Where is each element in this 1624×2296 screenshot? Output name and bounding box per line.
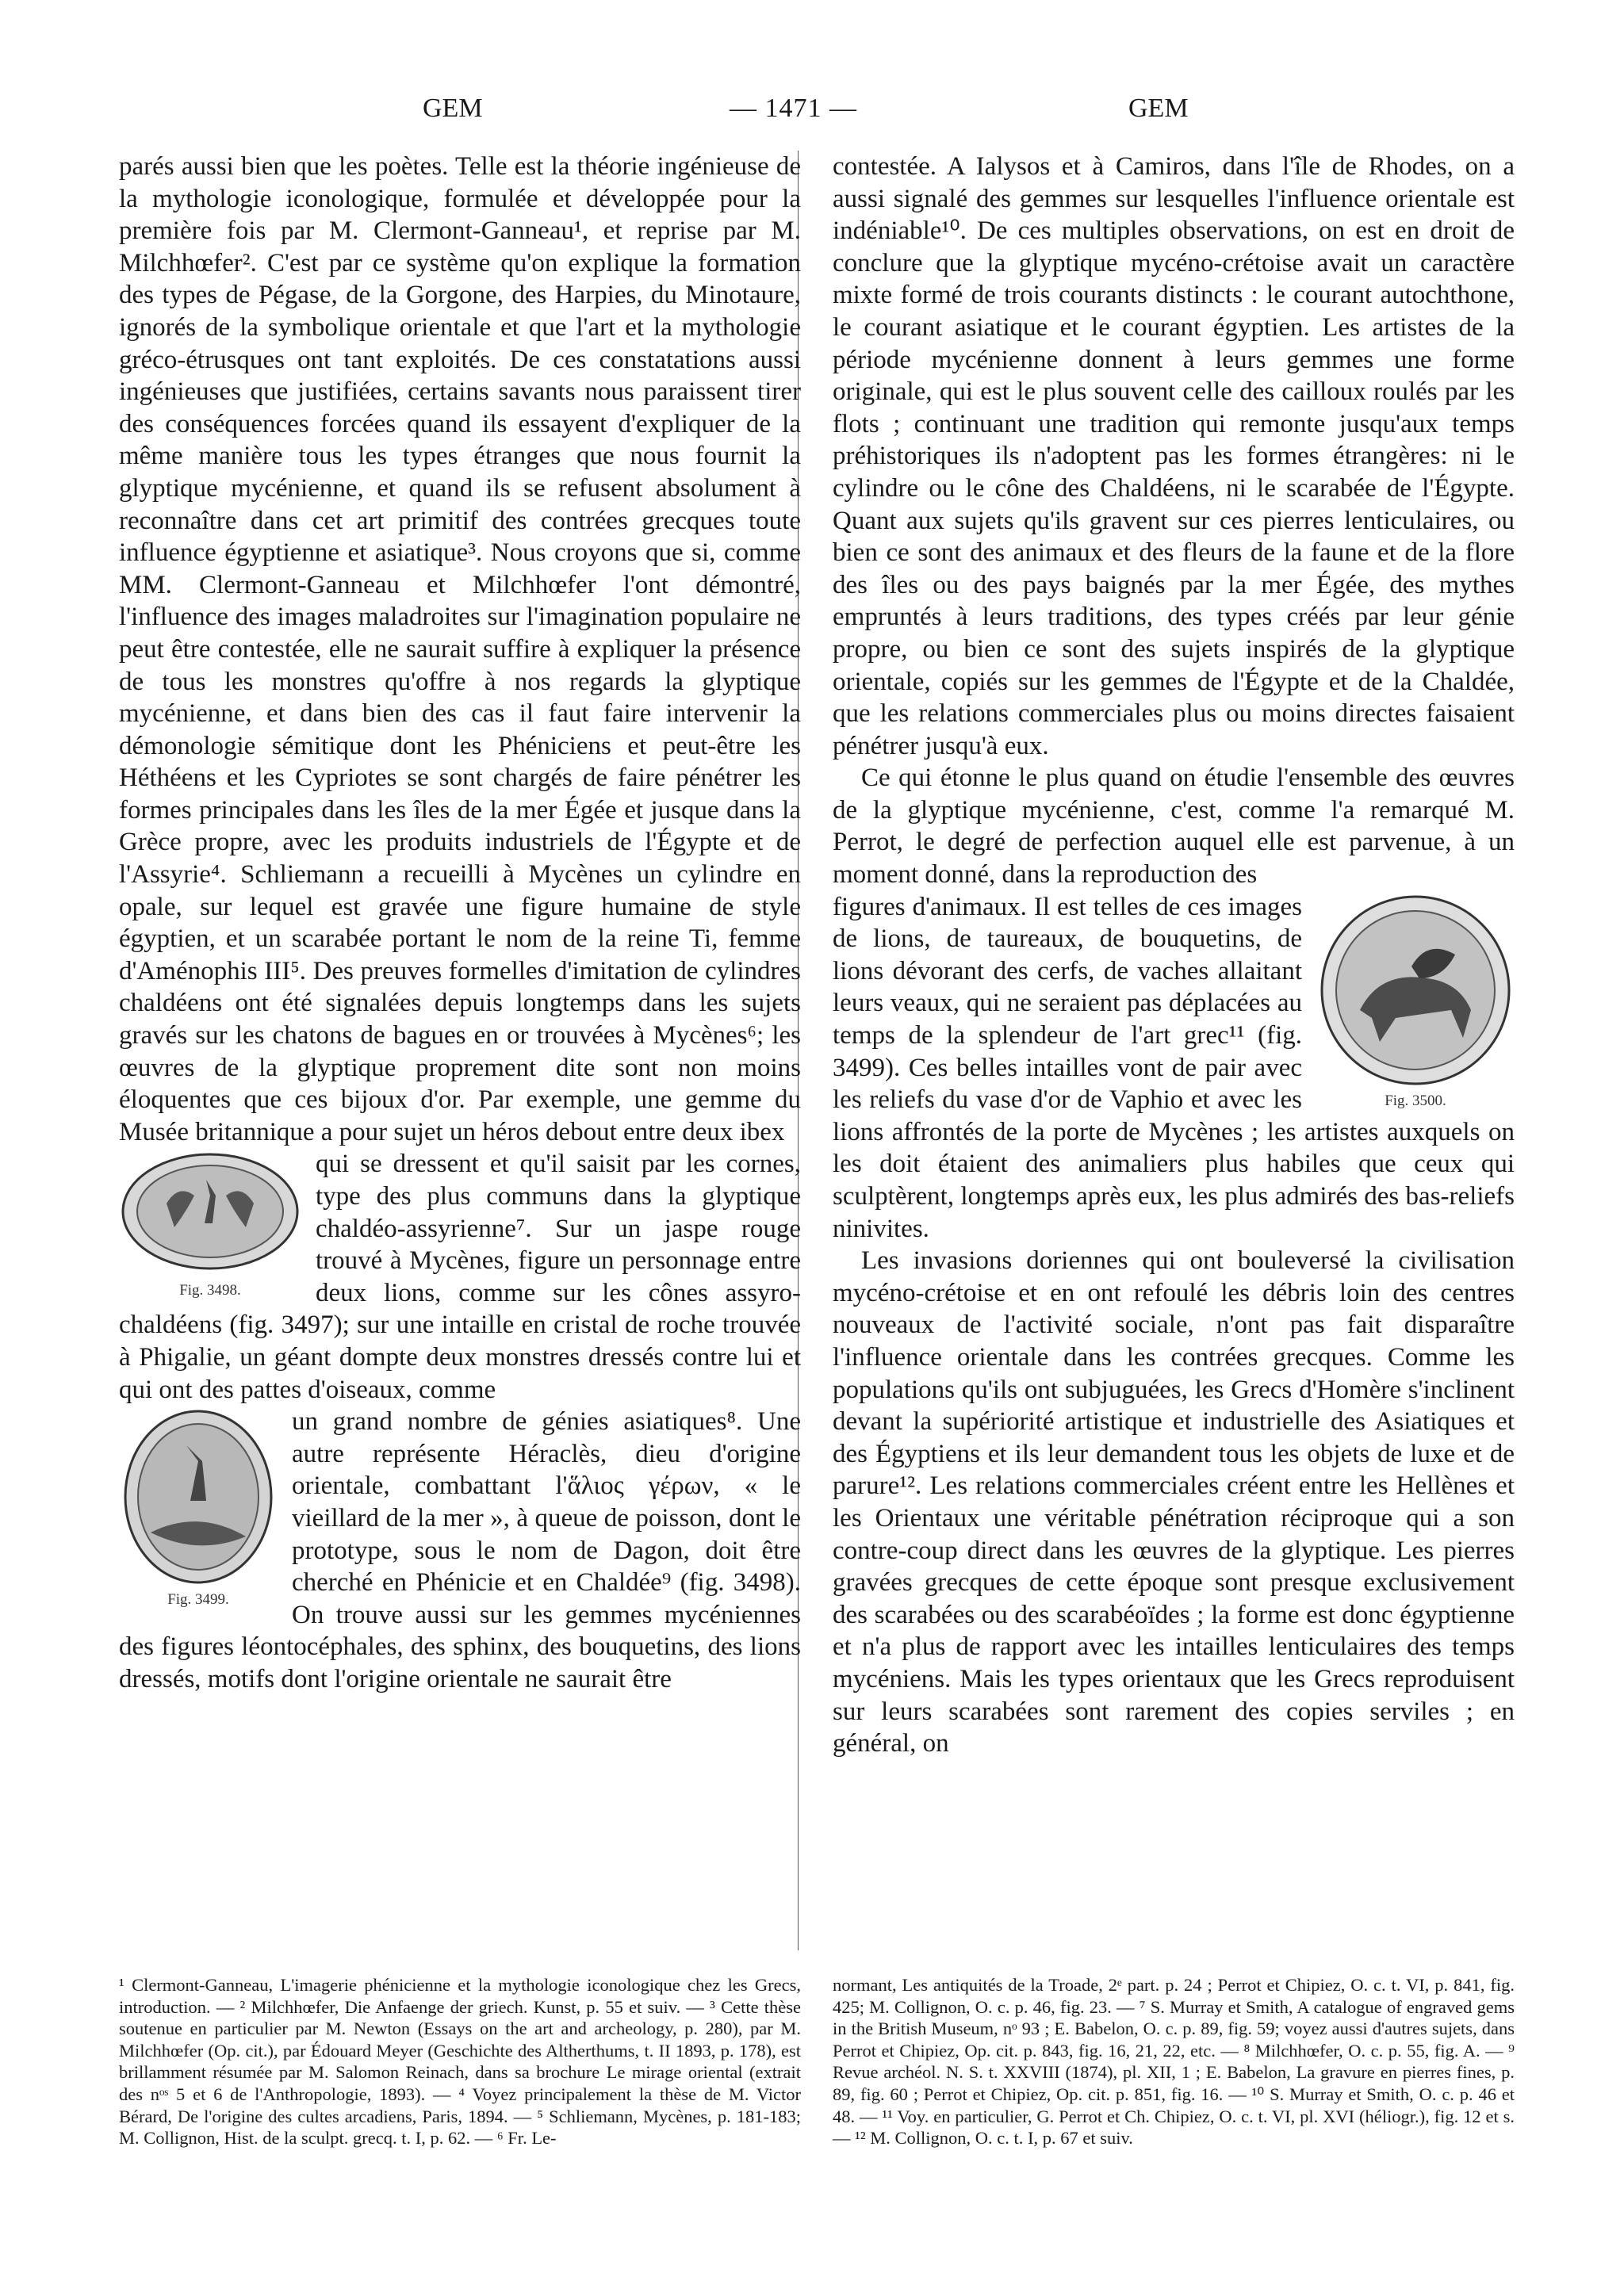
- figure-3500-caption: Fig. 3500.: [1385, 1092, 1446, 1109]
- engraved-gem-heracles-image: [119, 1406, 278, 1588]
- header-left: GEM: [423, 94, 483, 123]
- left-paragraph-3: un grand nombre de génies asiatiques⁸. Une autre représente Héraclès, dieu d'origine orientale, combattant l'ἅλιος γέρων, « le vieillard de la mer », à queue de poisson, dont le prototype, sous le nom de Dagon, doit être cherché en Phénicie et en Chaldée⁹ (fig. 3498). On trouve aussi sur les gemmes mycéniennes des figures léontocéphales, des sphinx, des bouquetins, des lions dressés, motifs dont l'origine orientale ne saurait être: [119, 1407, 801, 1693]
- right-paragraph-2b: figures d'animaux. Il est telles de ces images de lions, de taureaux, de bouquetins, de lions dévorant des cerfs, de vaches allaitant leurs veaux, qui ne seraient pas déplacées au temps de la splendeur de l'art grec¹¹ (fig. 3499). Ces belles intailles vont de pair avec les reliefs du vase d'or de Vaphio et avec les lions affrontés de la porte de Mycènes ; les artistes auxquels on les doit étaient des animaliers plus habiles que ceux qui sculptèrent, longtemps après eux, les plus admirés des bas-reliefs ninivites.: [833, 892, 1515, 1243]
- left-paragraph-2: qui se dressent et qu'il saisit par les cornes, type des plus communs dans la glyptique chaldéo-assyrienne⁷. Sur un jaspe rouge trouvé à Mycènes, figure un personnage entre deux lions, comme sur les cônes assyro-chaldéens (fig. 3497); sur une intaille en cristal de roche trouvée à Phigalie, un géant dompte deux monstres dressés contre lui et qui ont des pattes d'oiseaux, comme: [119, 1150, 801, 1404]
- figure-3500: [1316, 891, 1515, 1110]
- figure-3499: [119, 1406, 278, 1609]
- engraved-gem-heros-ibex-image: [119, 1148, 301, 1279]
- figure-3499-caption: Fig. 3499.: [167, 1591, 229, 1609]
- right-paragraph-1: contestée. A Ialysos et à Camiros, dans l'île de Rhodes, on a aussi signalé des gemmes sur lesquelles l'influence orientale est indéniable¹⁰. De ces multiples observations, on est en droit de conclure que la glyptique mycéno-crétoise avait un caractère mixte formé de trois courants distincts : le courant autochthone, le courant asiatique et le courant égyptien. Les artistes de la période mycénienne donnent à leurs gemmes une forme originale, qui est le plus souvent celle des cailloux roulés par les flots ; continuant une tradition qui remonte jusqu'aux temps préhistoriques ils n'adoptent pas les formes étrangères: ni le cylindre ou le cône des Chaldéens, ni le scarabée de l'Égypte. Quant aux sujets qu'ils gravent sur ces pierres lenticulaires, ou bien ce sont des animaux et des fleurs de la faune et de la flore des îles ou des pays baignés par la mer Égée, des mythes empruntés à leurs traditions, des types créés par leur génie propre, ou bien ce sont des sujets inspirés de la glyptique orientale, copiés sur les gemmes de l'Égypte et de la Chaldée, que les relations commerciales plus ou moins directes faisaient pénétrer jusqu'à eux.: [833, 152, 1515, 760]
- figure-3498: [119, 1148, 301, 1299]
- page-number: — 1471 —: [730, 94, 857, 123]
- right-paragraph-3: Les invasions doriennes qui ont bouleversé la civilisation mycéno-crétoise et en ont refoulé les débris loin des centres nouveaux de l'activité sociale, n'ont pas fait disparaître l'influence orientale dans les contrées grecques. Comme les populations qu'ils ont subjuguées, les Grecs d'Homère s'inclinent devant la supériorité artistique et industrielle des Asiatiques et des Égyptiens et ils leur demandent tous les objets de luxe et de parure¹². Les relations commerciales créent entre les Hellènes et les Orientaux une véritable pénétration réciproque qui a son contre-coup direct dans les œuvres de la glyptique. Les pierres gravées grecques de cette époque sont presque exclusivement des scarabées ou des scarabéoïdes ; la forme est donc égyptienne et n'a plus de rapport avec les intailles lenticulaires des temps mycéniens. Mais les types orientaux que les Grecs reproduisent sur leurs scarabées sont rarement des copies serviles ; en général, on: [833, 1246, 1515, 1758]
- figure-3498-caption: Fig. 3498.: [179, 1282, 241, 1299]
- running-header: [0, 87, 1624, 135]
- right-paragraph-2a: Ce qui étonne le plus quand on étudie l'ensemble des œuvres de la glyptique mycénienne, c'est, comme l'a remarqué M. Perrot, le degré de perfection auquel elle est parvenue, à un moment donné, dans la reproduction des: [833, 763, 1515, 890]
- engraved-gem-lion-bull-image: [1316, 891, 1515, 1089]
- header-right: GEM: [1128, 94, 1189, 123]
- footnotes-left: ¹ Clermont-Ganneau, L'imagerie phénicienne et la mythologie iconologique chez les Grecs, introduction. — ² Milchhœfer, Die Anfaenge der griech. Kunst, p. 55 et suiv. — ³ Cette thèse soutenue en particulier par M. Newton (Essays on the art and archeology, p. 280), par M. Milchhœfer (Op. cit.), par Édouard Meyer (Geschichte des Altherthums, t. II 1893, p. 178), est brillamment résumée par M. Salomon Reinach, dans sa brochure Le mirage oriental (extrait des nᵒˢ 5 et 6 de l'Anthropologie, 1893). — ⁴ Voyez principalement la thèse de M. Victor Bérard, De l'origine des cultes arcadiens, Paris, 1894. — ⁵ Schliemann, Mycènes, p. 181-183; M. Collignon, Hist. de la sculpt. grecq. t. I, p. 62. — ⁶ Fr. Le-: [119, 1975, 801, 2149]
- footnotes-right: normant, Les antiquités de la Troade, 2ᵉ part. p. 24 ; Perrot et Chipiez, O. c. t. VI, p. 841, fig. 425; M. Collignon, O. c. p. 46, fig. 23. — ⁷ S. Murray et Smith, A catalogue of engraved gems in the British Museum, nᵒ 93 ; E. Babelon, O. c. p. 89, fig. 59; voyez aussi d'autres sujets, dans Perrot et Chipiez, Op. cit. p. 843, fig. 16, 21, 22, etc. — ⁸ Milchhœfer, O. c. p. 55, fig. A. — ⁹ Revue archéol. N. S. t. XXVIII (1874), pl. XII, 1 ; E. Babelon, La gravure en pierres fines, p. 89, fig. 60 ; Perrot et Chipiez, Op. cit. p. 851, fig. 16. — ¹⁰ S. Murray et Smith, O. c. p. 46 et 48. — ¹¹ Voy. en particulier, G. Perrot et Ch. Chipiez, O. c. t. VI, pl. XVI (héliogr.), fig. 12 et s. — ¹² M. Collignon, O. c. t. I, p. 67 et suiv.: [833, 1975, 1515, 2149]
- left-paragraph-1: parés aussi bien que les poètes. Telle est la théorie ingénieuse de la mythologie iconologique, formulée et développée pour la première fois par M. Clermont-Ganneau¹, et reprise par M. Milchhœfer². C'est par ce système qu'on explique la formation des types de Pégase, de la Gorgone, des Harpies, du Minotaure, ignorés de la symbolique orientale et que l'art et la mythologie gréco-étrusques ont tant exploités. De ces constatations aussi ingénieuses que justifiées, certains savants nous paraissent tirer des conséquences forcées quand ils essayent d'expliquer de la même manière tous les types étranges que nous fournit la glyptique mycénienne, et quand ils se refusent absolument à reconnaître dans cet art primitif des contrées grecques toute influence égyptienne et asiatique³. Nous croyons que si, comme MM. Clermont-Ganneau et Milchhœfer l'ont démontré, l'influence des images maladroites sur l'imagination populaire ne peut être contestée, elle ne saurait suffire à expliquer la présence de tous les monstres qu'offre à nos regards la glyptique mycénienne, et dans bien des cas il faut faire intervenir la démonologie sémitique dont les Phéniciens et peut-être les Héthéens et les Cypriotes se sont chargés de faire pénétrer les formes principales dans les îles de la mer Égée et jusque dans la Grèce propre, avec les produits industriels de l'Égypte et de l'Assyrie⁴. Schliemann a recueilli à Mycènes un cylindre en opale, sur lequel est gravée une figure humaine de style égyptien, et un scarabée portant le nom de la reine Ti, femme d'Aménophis III⁵. Des preuves formelles d'imitation de cylindres chaldéens ont été signalées depuis longtemps dans les sujets gravés sur les chatons de bagues en or trouvées à Mycènes⁶; les œuvres de la glyptique proprement dite sont non moins éloquentes que ces bijoux d'or. Par exemple, une gemme du Musée britannique a pour sujet un héros debout entre deux ibex: [119, 152, 801, 1146]
- left-column: [119, 151, 801, 1696]
- right-column: [833, 151, 1515, 1760]
